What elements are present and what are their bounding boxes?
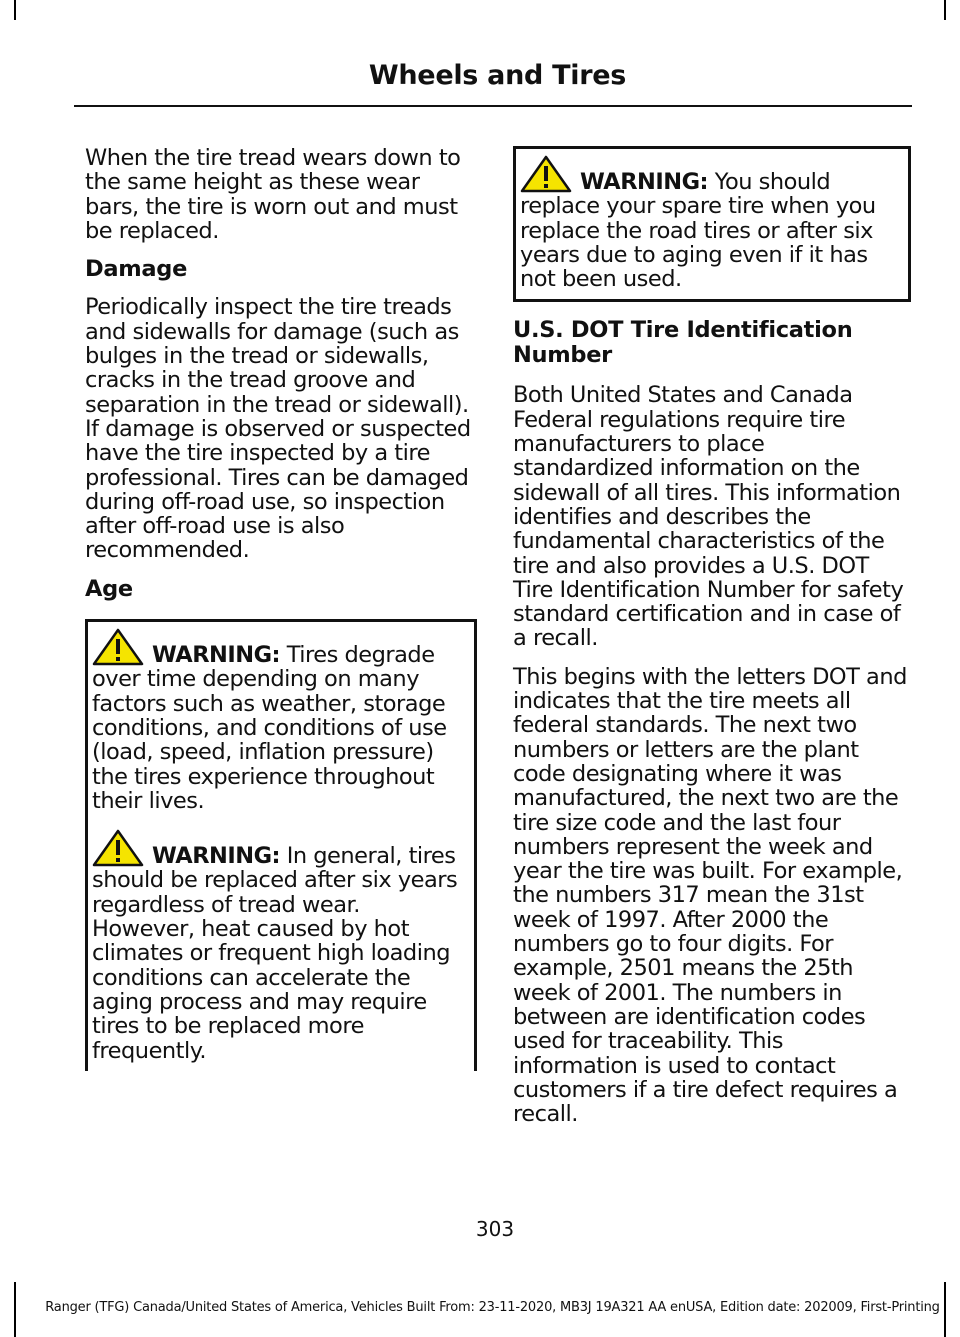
damage-heading: Damage bbox=[85, 256, 188, 283]
warning-triangle-icon bbox=[520, 155, 572, 193]
left-column bbox=[85, 146, 477, 1071]
warning-replace-six-years bbox=[92, 829, 466, 1063]
warning-triangle-icon bbox=[92, 628, 144, 666]
warning-text: You should replace your spare tire when you replace the road tires or after six years due to aging even if it has not been used. bbox=[520, 169, 876, 293]
page-title: Wheels and Tires bbox=[368, 60, 626, 91]
warning-triangle-icon bbox=[92, 829, 144, 867]
dot-paragraph-1: Both United States and Canada Federal regulations require tire manufacturers to place standardized information on the sidewall of all tires. This information identifies and describes the fundamental characteristics of the tire and also provides a U.S. DOT Tire Identification Number for safety standard certification and in case of a recall. bbox=[513, 382, 904, 652]
intro-paragraph: When the tire tread wears down to the same height as these wear bars, the tire is worn out and must be replaced. bbox=[85, 145, 461, 244]
header-rule bbox=[74, 105, 912, 107]
dot-heading: U.S. DOT Tire Identification Number bbox=[513, 317, 853, 368]
page-number: 303 bbox=[475, 1217, 515, 1241]
warning-label: WARNING: bbox=[152, 843, 281, 870]
age-heading: Age bbox=[85, 575, 133, 602]
crop-mark-top-left-vertical bbox=[14, 0, 16, 20]
dot-paragraph-2: This begins with the letters DOT and indicates that the tire meets all federal standards. The next two numbers or letters are the plant code designating where it was manufactured, the next two are the tire size code and the last four numbers represent the week and year the tire was built. For example, the numbers 317 mean the 31st week of 1997. After 2000 the numbers go to four digits. For example, 2501 means the 25th week of 2001. The numbers in between are identification codes used for traceability. This information is used to contact customers if a tire defect requires a recall. bbox=[513, 663, 907, 1128]
spare-tire-warning-box bbox=[513, 146, 911, 302]
damage-paragraph: Periodically inspect the tire treads and sidewalls for damage (such as bulges in the tread or sidewalls, cracks in the tread groove and separation in the tread or sidewall). If damage is observed or suspected have the tire inspected by a tire professional. Tires can be damaged during off-road use, so inspection after off-road use is also recommended. bbox=[85, 294, 471, 564]
warning-label: WARNING: bbox=[580, 169, 709, 195]
crop-mark-top-right-vertical bbox=[944, 0, 946, 20]
right-column bbox=[513, 146, 911, 1140]
warning-text: Tires degrade over time depending on many factors such as weather, storage conditions, and conditions of use (load, speed, inflation pressure) the tires experience throughout their lives. bbox=[92, 642, 447, 814]
warning-label: WARNING: bbox=[152, 642, 281, 669]
warning-degrade bbox=[92, 628, 466, 813]
warning-spare-tire bbox=[520, 155, 900, 291]
age-warning-box bbox=[85, 619, 477, 1071]
footer-text: Ranger (TFG) Canada/United States of America, Vehicles Built From: 23-11-2020, MB3J 19A321 AA enUSA, Edition date: 202009, First-Printing bbox=[45, 1300, 940, 1315]
warning-text: In general, tires should be replaced after six years regardless of tread wear. However, heat caused by hot climates or frequent high loading conditions can accelerate the aging process and may require tires to be replaced more frequently. bbox=[92, 843, 458, 1064]
